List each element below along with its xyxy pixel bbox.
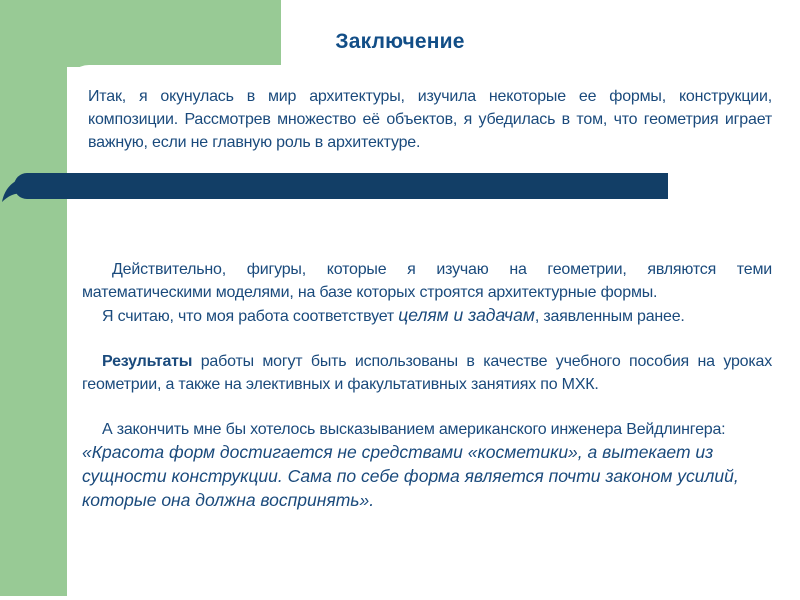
text-run: , заявленным ранее. [534,308,685,325]
text-run: А закончить мне бы хотелось высказыванием американского инженера Вейдлингера: [102,421,726,438]
text-run: целям и задачам [398,305,535,325]
divider-bar [0,172,668,204]
divider-bar-shape [2,173,668,202]
text-run: «Красота форм достигается не средствами «косметики», а вытекает из сущности конструкции. Сама по себе форма является почти законом усилий, которые она должна воспринять». [82,442,739,510]
paragraph-goals [82,304,772,328]
text-run: Я считаю, что моя работа соответствует [102,308,399,325]
text-run: работы могут быть использованы в качестве учебного пособия на уроках геометрии, а также на элективных и факультативных занятиях по МХК. [82,353,772,393]
body-text-block [82,258,772,513]
intro-paragraph: Итак, я окунулась в мир архитектуры, изучила некоторые ее формы, конструкции, композиции. Рассмотрев множество её объектов, я убедилась в том, что геометрия играет важную, если не главную роль в архитектуре. [88,88,772,151]
text-run: Действительно, фигуры, которые я изучаю на геометрии, являются теми математическими моделями, на базе которых строятся архитектурные формы. [82,261,772,301]
slide-title: Заключение [335,30,465,53]
paragraph-figures [82,258,772,304]
paragraph-quote [82,418,772,513]
text-run: Результаты [102,353,193,370]
paragraph-results [82,350,772,396]
green-sidebar [0,0,67,596]
